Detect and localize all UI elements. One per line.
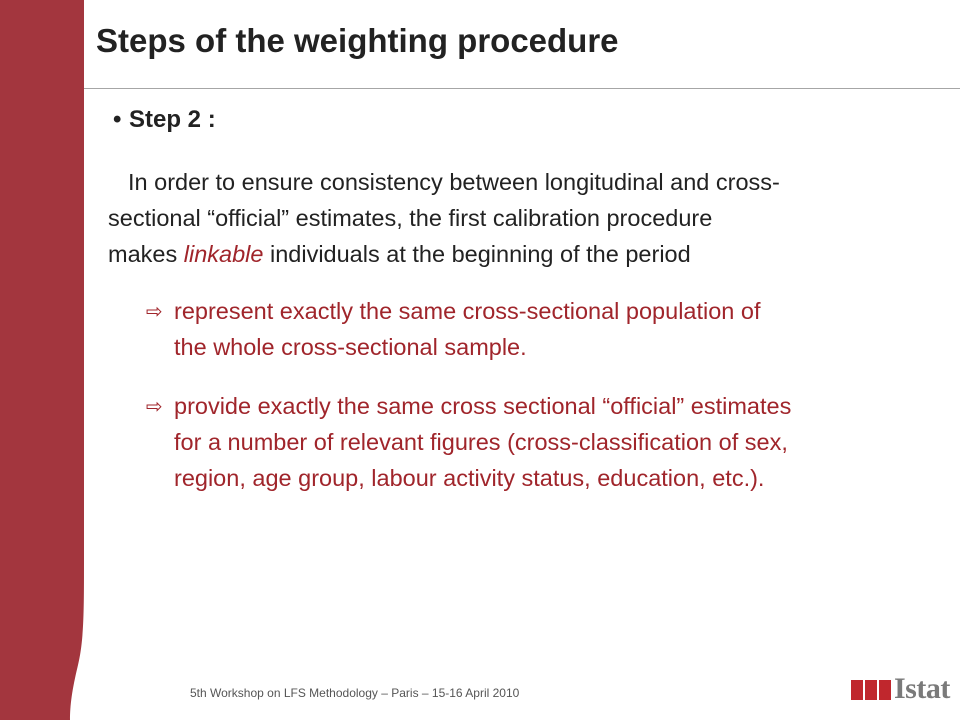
intro-paragraph	[108, 164, 948, 272]
arrow-item-line: region, age group, labour activity status, education, etc.).	[174, 465, 765, 491]
arrow-item-line: the whole cross-sectional sample.	[174, 334, 527, 360]
logo-squares-icon	[850, 678, 894, 702]
arrow-item-line: for a number of relevant figures (cross-classification of sex,	[174, 429, 788, 455]
paragraph-line-1: In order to ensure consistency between longitudinal and cross-	[128, 169, 780, 195]
emphasis-linkable: linkable	[183, 241, 264, 267]
bullet-step-label: Step 2 :	[129, 106, 216, 133]
slide-title: Steps of the weighting procedure	[96, 22, 619, 59]
paragraph-line-3-pre: makes	[108, 241, 184, 267]
title-divider	[84, 88, 960, 89]
hollow-right-arrow-icon: ⇨	[146, 299, 163, 323]
hollow-right-arrow-icon: ⇨	[146, 394, 163, 418]
paragraph-line-3-post: individuals at the beginning of the period	[263, 241, 691, 267]
paragraph-line-2: sectional “official” estimates, the first calibration procedure	[108, 205, 713, 231]
logo-wordmark: Istat	[894, 672, 950, 705]
arrow-item-text	[174, 293, 761, 365]
arrow-item-line: represent exactly the same cross-sectional population of	[174, 298, 761, 324]
bullet-dot-icon: •	[113, 106, 122, 133]
paragraph-line-3	[108, 236, 948, 272]
sidebar-decoration	[0, 0, 84, 720]
arrow-item-line: provide exactly the same cross sectional “official” estimates	[174, 393, 792, 419]
slide-footer: 5th Workshop on LFS Methodology – Paris – 15-16 April 2010	[190, 686, 520, 700]
bullet-step	[113, 106, 216, 134]
arrow-item-text	[174, 388, 791, 496]
